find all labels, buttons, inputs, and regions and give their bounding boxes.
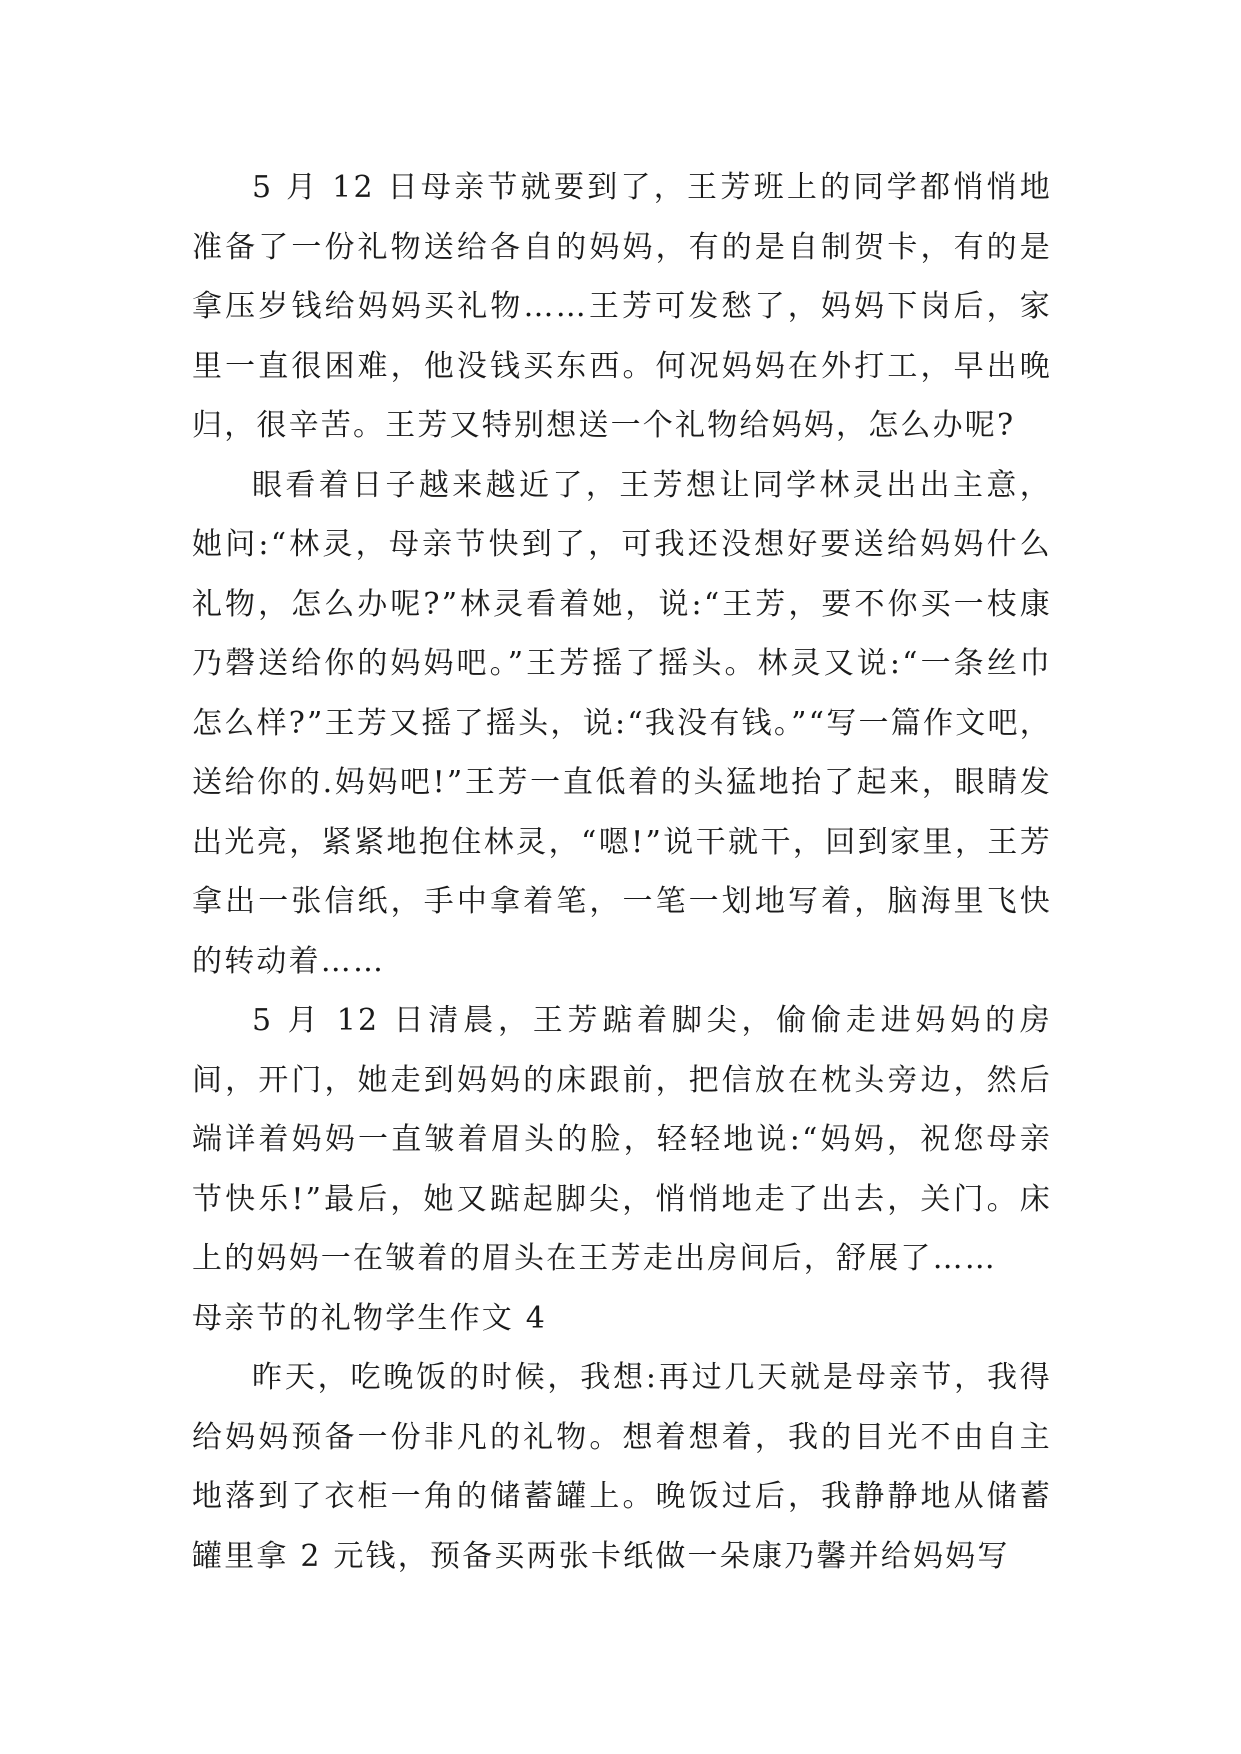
document-body xyxy=(192,158,1052,1586)
paragraph-1: 5 月 12 日母亲节就要到了，王芳班上的同学都悄悄地准备了一份礼物送给各自的妈妈，有的是自制贺卡，有的是拿压岁钱给妈妈买礼物……王芳可发愁了，妈妈下岗后，家里一直很困难，他没钱买东西。何况妈妈在外打工，早出晚归，很辛苦。王芳又特别想送一个礼物给妈妈，怎么办呢? xyxy=(192,170,1052,443)
section-title: 母亲节的礼物学生作文 4 xyxy=(192,1300,548,1336)
paragraph-2: 眼看着日子越来越近了，王芳想让同学林灵出出主意，她问:“林灵，母亲节快到了，可我还没想好要送给妈妈什么礼物，怎么办呢?”林灵看着她，说:“王芳，要不你买一枝康乃磬送给你的妈妈吧。”王芳摇了摇头。林灵又说:“一条丝巾怎么样?”王芳又摇了摇头，说:“我没有钱。”“写一篇作文吧，送给你的.妈妈吧!”王芳一直低着的头猛地抬了起来，眼睛发出光亮，紧紧地抱住林灵，“嗯!”说干就干，回到家里，王芳拿出一张信纸，手中拿着笔，一笔一划地写着，脑海里飞快的转动着…… xyxy=(192,467,1052,979)
section-paragraph-1: 昨天，吃晚饭的时候，我想:再过几天就是母亲节，我得给妈妈预备一份非凡的礼物。想着想着，我的目光不由自主地落到了衣柜一角的储蓄罐上。晚饭过后，我静静地从储蓄罐里拿 2 元钱，预备买两张卡纸做一朵康乃馨并给妈妈写 xyxy=(192,1360,1052,1574)
paragraph-3: 5 月 12 日清晨，王芳踮着脚尖，偷偷走进妈妈的房间，开门，她走到妈妈的床跟前，把信放在枕头旁边，然后端详着妈妈一直皱着眉头的脸，轻轻地说:“妈妈，祝您母亲节快乐!”最后，她又踮起脚尖，悄悄地走了出去，关门。床上的妈妈一在皱着的眉头在王芳走出房间后，舒展了…… xyxy=(192,1003,1052,1276)
